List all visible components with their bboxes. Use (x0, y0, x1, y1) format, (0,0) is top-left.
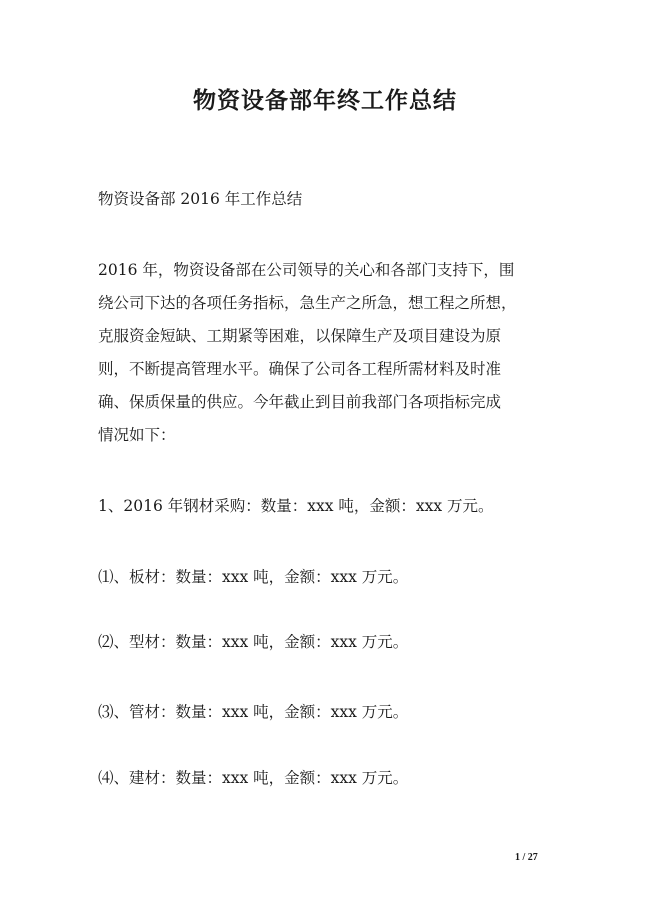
document-title: 物资设备部年终工作总结 (193, 87, 457, 114)
list-item-plate: ⑴、板材：数量：xxx 吨，金额：xxx 万元。 (98, 568, 409, 586)
list-item-pipe: ⑶、管材：数量：xxx 吨，金额：xxx 万元。 (98, 703, 409, 721)
paragraph-line: 确、保质保量的供应。今年截止到目前我部门各项指标完成 (98, 393, 502, 411)
body-paragraph (98, 254, 558, 452)
page-number: 1 / 27 (515, 852, 538, 863)
list-item-section: ⑵、型材：数量：xxx 吨，金额：xxx 万元。 (98, 633, 409, 651)
paragraph-line: 情况如下： (98, 426, 176, 444)
paragraph-line: 则，不断提高管理水平。确保了公司各工程所需材料及时准 (98, 360, 502, 378)
list-item-steel-total: 1、2016 年钢材采购：数量：xxx 吨，金额：xxx 万元。 (98, 497, 494, 515)
paragraph-line: 绕公司下达的各项任务指标，急生产之所急，想工程之所想， (98, 294, 517, 312)
list-item-building-material: ⑷、建材：数量：xxx 吨，金额：xxx 万元。 (98, 769, 409, 787)
document-subtitle: 物资设备部 2016 年工作总结 (98, 190, 303, 208)
paragraph-line: 2016 年，物资设备部在公司领导的关心和各部门支持下，围 (98, 261, 515, 279)
paragraph-line: 克服资金短缺、工期紧等困难，以保障生产及项目建设为原 (98, 327, 502, 345)
